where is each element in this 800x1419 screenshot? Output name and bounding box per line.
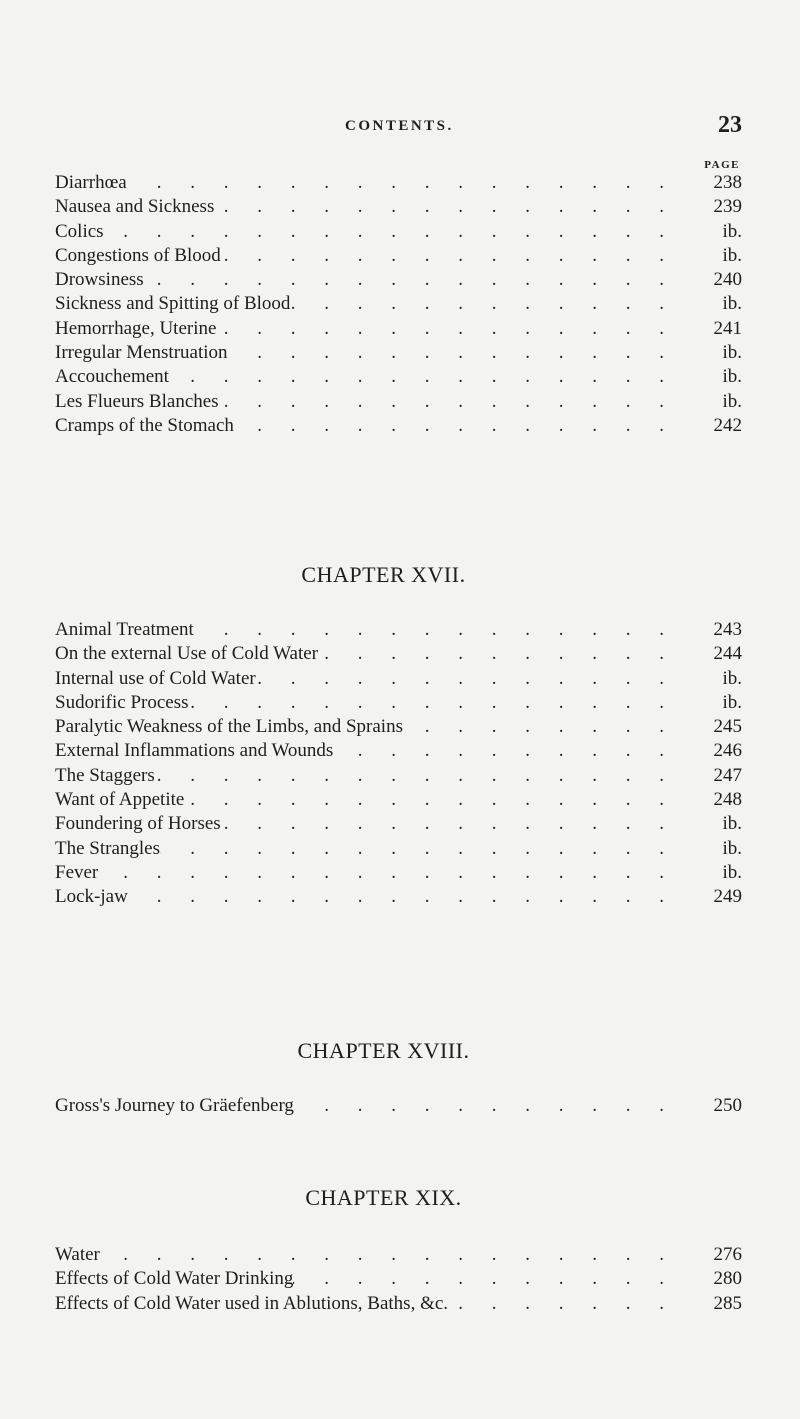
toc-entry-page: ib. [722, 366, 742, 388]
toc-entry-page: ib. [722, 293, 742, 315]
toc-entry-page: 238 [713, 172, 742, 193]
toc-entry-title: On the external Use of Cold Water [55, 643, 318, 665]
toc-entry-page: 248 [713, 789, 742, 811]
toc-entry-page: 242 [713, 414, 742, 436]
chapter-heading [55, 1185, 742, 1211]
toc-entry [55, 643, 742, 667]
dot-leader [294, 1095, 686, 1119]
dot-leader [184, 789, 686, 813]
toc-entry-page: 276 [713, 1244, 742, 1265]
toc-entry-title: Nausea and Sickness [55, 196, 215, 218]
dot-leader [256, 668, 686, 692]
toc-entry [55, 293, 742, 317]
toc-entry-page: ib. [722, 220, 742, 242]
toc-entry-page: 280 [713, 1268, 742, 1290]
toc-entry-page: 249 [713, 886, 742, 908]
toc-entry-page: ib. [722, 342, 742, 364]
toc-entry-page: 241 [713, 317, 742, 339]
dot-leader [228, 342, 686, 366]
dot-leader [127, 172, 686, 196]
toc-entry [55, 318, 742, 342]
toc-entry [55, 789, 742, 813]
toc-entry-title: Les Flueurs Blanches [55, 390, 219, 412]
toc-entry-title: Cramps of the Stomach [55, 414, 234, 436]
toc-entry [55, 740, 742, 764]
toc-entry-title: Colics [55, 220, 104, 242]
page-number: 23 [718, 112, 742, 138]
dot-leader [448, 1293, 686, 1317]
toc-entry-page: 239 [713, 196, 742, 218]
dot-leader [214, 196, 686, 220]
dot-leader [234, 415, 686, 439]
dot-leader [318, 643, 686, 667]
toc-entry-page: 244 [713, 643, 742, 665]
toc-entry [55, 1244, 742, 1268]
toc-entry-title: Internal use of Cold Water [55, 667, 256, 689]
dot-leader [189, 692, 686, 716]
toc-entry [55, 245, 742, 269]
dot-leader [219, 391, 686, 415]
dot-leader [160, 838, 686, 862]
toc-entry [55, 415, 742, 439]
toc-entry [55, 366, 742, 390]
toc-entry [55, 716, 742, 740]
page-column-label: PAGE [704, 159, 740, 171]
toc-entry-title: Sickness and Spitting of Blood [55, 293, 291, 315]
toc-entry-title: Accouchement [55, 366, 169, 388]
toc-entry [55, 1268, 742, 1292]
toc-entry-title: Want of Appetite [55, 789, 185, 811]
dot-leader [221, 245, 686, 269]
dot-leader [100, 1244, 686, 1268]
toc-entry-title: Sudorific Process [55, 691, 189, 713]
toc-entry-title: The Strangles [55, 837, 161, 859]
toc-section-continued [55, 172, 742, 439]
chapter-heading [55, 562, 742, 588]
dot-leader [155, 765, 686, 789]
dot-leader [144, 269, 686, 293]
toc-entry [55, 862, 742, 886]
toc-entry-page: 250 [713, 1095, 742, 1116]
dot-leader [128, 886, 686, 910]
chapter-heading-text: CHAPTER XVII. [301, 562, 466, 587]
toc-entry [55, 692, 742, 716]
dot-leader [403, 716, 686, 740]
dot-leader [293, 1268, 686, 1292]
dot-leader [216, 318, 686, 342]
toc-entry-title: Water [55, 1244, 100, 1265]
dot-leader [98, 862, 686, 886]
dot-leader [290, 293, 686, 317]
toc-entry-title: The Staggers [55, 764, 155, 786]
dot-leader [104, 221, 686, 245]
dot-leader [169, 366, 686, 390]
toc-entry [55, 813, 742, 837]
toc-entry-page: 247 [713, 764, 742, 786]
dot-leader [333, 740, 686, 764]
toc-section-chapter-17 [55, 619, 742, 911]
toc-entry-title: Animal Treatment [55, 619, 194, 640]
chapter-heading-text: CHAPTER XVIII. [297, 1038, 470, 1063]
toc-entry-title: Hemorrhage, Uterine [55, 317, 217, 339]
toc-entry [55, 765, 742, 789]
toc-entry-page: 245 [713, 716, 742, 738]
toc-entry-title: Effects of Cold Water Drinking [55, 1268, 294, 1290]
toc-entry [55, 668, 742, 692]
toc-entry-title: Congestions of Blood [55, 244, 221, 266]
chapter-heading [55, 1038, 742, 1064]
toc-entry-page: ib. [722, 390, 742, 412]
toc-entry-page: 285 [713, 1292, 742, 1314]
toc-entry [55, 886, 742, 910]
toc-entry-title: Gross's Journey to Gräefenberg [55, 1095, 294, 1116]
toc-entry-title: Foundering of Horses [55, 813, 221, 835]
toc-entry-page: 246 [713, 740, 742, 762]
toc-entry [55, 838, 742, 862]
toc-entry-page: 243 [713, 619, 742, 640]
dot-leader [221, 813, 686, 837]
chapter-heading-text: CHAPTER XIX. [305, 1185, 462, 1210]
toc-entry-page: ib. [722, 691, 742, 713]
toc-entry-title: Effects of Cold Water used in Ablutions, Baths, &c. [55, 1292, 449, 1314]
toc-entry-page: ib. [722, 813, 742, 835]
toc-entry-title: Irregular Menstruation [55, 342, 228, 364]
toc-entry-title: Paralytic Weakness of the Limbs, and Sprains [55, 716, 403, 738]
toc-section-chapter-18 [55, 1095, 742, 1119]
toc-entry [55, 1095, 742, 1119]
toc-entry [55, 391, 742, 415]
toc-entry [55, 172, 742, 196]
toc-entry-page: ib. [722, 667, 742, 689]
toc-entry-title: External Inflammations and Wounds [55, 740, 334, 762]
toc-entry [55, 221, 742, 245]
toc-entry [55, 619, 742, 643]
toc-entry [55, 269, 742, 293]
toc-entry-title: Lock-jaw [55, 886, 128, 908]
toc-entry-title: Fever [55, 861, 99, 883]
toc-entry-page: 240 [713, 269, 742, 291]
toc-entry-title: Drowsiness [55, 269, 144, 291]
toc-entry [55, 196, 742, 220]
running-head [55, 112, 742, 142]
dot-leader [194, 619, 686, 643]
toc-entry-page: ib. [722, 244, 742, 266]
toc-entry [55, 342, 742, 366]
toc-entry-title: Diarrhœa [55, 172, 127, 193]
toc-entry [55, 1293, 742, 1317]
toc-section-chapter-19 [55, 1244, 742, 1317]
toc-entry-page: ib. [722, 861, 742, 883]
running-title: CONTENTS. [345, 118, 454, 134]
toc-entry-page: ib. [722, 837, 742, 859]
